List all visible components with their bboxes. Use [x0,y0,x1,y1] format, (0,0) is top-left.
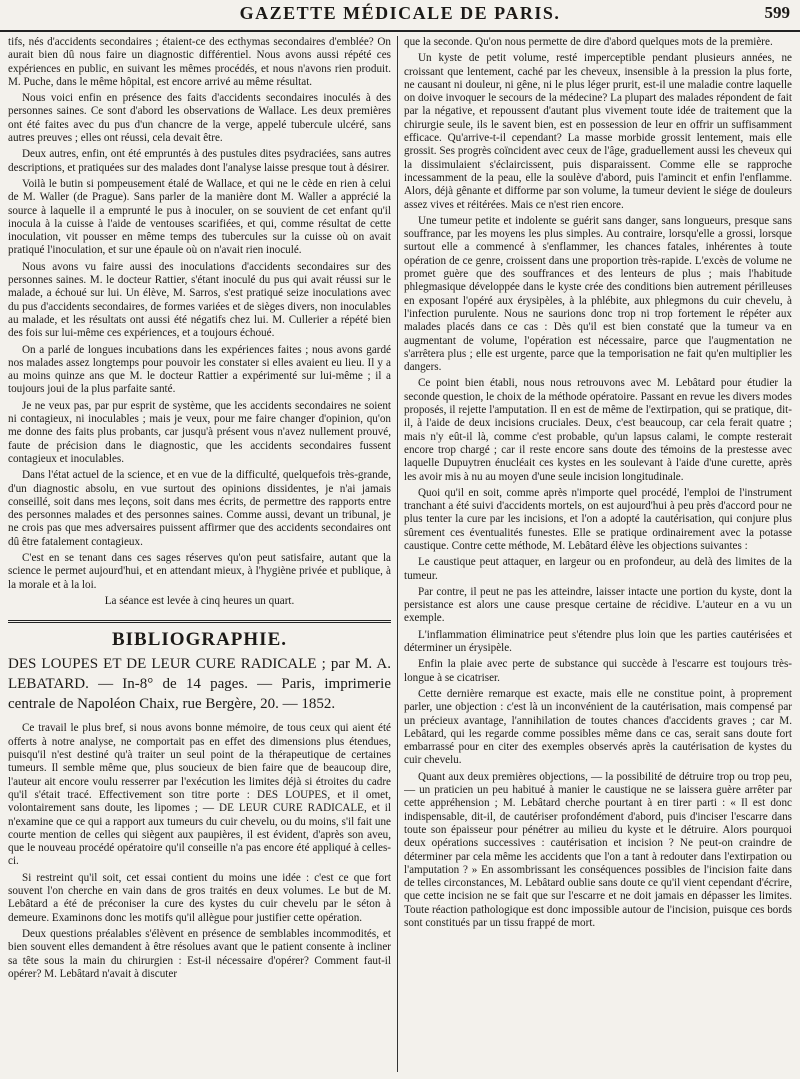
paragraph: Nous avons vu faire aussi des inoculations d'accidents secondaires sur des personnes saines. M. le docteur Rattier, s'étant inoculé du pus qui avait réussi sur le malade, a échoué sur lui. Un élève, M. Sarros, s'est pratiqué seize inoculations avec du pus d'accidents secondaires, de formes variées et de sièges divers, non inoculables au malade, et les résultats ont aussi été négatifs chez lui. M. Cullerier a répété bien des fois sur lui-même ces expériences, et a toujours échoué. [8,260,391,340]
paragraph: que la seconde. Qu'on nous permette de dire d'abord quelques mots de la première. [404,36,773,48]
left-column [8,36,391,1072]
paragraph: Deux autres, enfin, ont été empruntés à des pustules dites psydraciées, sans autres descriptions, et pratiquées sur des malades dont l'analyse laisse presque tout à désirer. [8,148,391,174]
paragraph: Ce point bien établi, nous nous retrouvons avec M. Lebâtard pour étudier la seconde question, le choix de la méthode opératoire. Passant en revue les divers modes proposés, il rejette l'amputation. Il en est de même de l'extirpation, qui se pratique, dit-il, à l'aide de deux incisions cruciales. Deux, c'est beaucoup, car cela ferait quatre ; mais n'y eût-il là, comme c'est probable, qu'un lapsus calami, le compte resterait encore trop chargé ; car il reste encore sans doute des témoins de la prestesse avec laquelle Dupuytren énucléait ces kystes en les soulevant à l'aide d'une curette, après les avoir mis à nu au moyen d'une seule incision longitudinale. [404,377,792,483]
paragraph: tifs, nés d'accidents secondaires ; étaient-ce des ecthymas secondaires d'emblée? On aurait bien dû nous faire un diagnostic différentiel. Nous avons aussi répété ces expériences en public, en suivant les mêmes procédés, et nous n'avons rien produit. M. Puche, dans le même hôpital, est encore arrivé au même résultat. [8,36,391,88]
paragraph: C'est en se tenant dans ces sages réserves qu'on peut satisfaire, autant que la science le permet aujourd'hui, et en attendant mieux, à l'hygiène privée et publique, à la morale et à la loi. [8,551,391,591]
bibliography-heading: DES LOUPES ET DE LEUR CURE RADICALE ; par M. A. LEBATARD. — In-8° de 14 pages. — Paris, imprimerie centrale de Napoléon Chaix, rue Bergère, 20. — 1852. [8,656,391,713]
paragraph: Quoi qu'il en soit, comme après n'importe quel procédé, l'emploi de l'instrument tranchant a été suivi d'accidents mortels, on est aujourd'hui à peu près d'accord pour ne plus tenter la cure par les incisions, et l'on a adopté la cautérisation, qui conjure plus sûrement ces éventualités funestes. Elle se pratique ordinairement avec la potasse caustique. Contre cette méthode, M. Lebâtard élève les objections suivantes : [404,486,792,552]
section-title: BIBLIOGRAPHIE. [111,629,287,651]
section-divider [8,620,391,623]
paragraph: On a parlé de longues incubations dans les expériences faites ; nous avons gardé nos malades assez longtemps pour pouvoir les constater si elles avaient eu lieu. Il y a au moins quinze ans que M. le docteur Rattier a expérimenté sur lui-même ; il a toujours joui de la plus parfaite santé. [8,343,391,396]
page-number: 599 [764,3,790,22]
paragraph: L'inflammation éliminatrice peut s'étendre plus loin que les parties cautérisées et déterminer un érysipèle. [404,628,792,655]
paragraph: Je ne veux pas, par pur esprit de système, que les accidents secondaires ne soient ni contagieux, ni inoculables ; mais je veux, pour me faire changer d'opinion, qu'on me donne des faits plus probants, car jusqu'à présent vous n'avez nullement prouvé, faute de précision dans le diagnostic, que les accidents secondaires fussent contagieux et inoculables. [8,399,391,465]
paragraph: Voilà le butin si pompeusement étalé de Wallace, et qui ne le cède en rien à celui de M. Waller (de Prague). Sans parler de la manière dont M. Waller a apprécié la source à laquelle il a emprunté le pus à inoculer, on se souvient de cet enfant qu'il inocula à la cuisse à l'aide de ventouses scarifiées, et qui, comme résultat de cette inoculation, vit pousser en même temps des tubercules sur la cuisse où on avait pratiqué l'inoculation, et sur une épaule où on n'avait rien inoculé. [8,177,391,257]
paragraph: Un kyste de petit volume, resté imperceptible pendant plusieurs années, ne croissant que lentement, caché par les cheveux, insensible à la pression la plus forte, ne causant ni douleur, ni gêne, ni le plus léger prurit, est-il une maladie contre laquelle on doive invoquer le secours de la médecine? La plupart des malades répondent de fait par la négative, et repoussent d'autant plus vivement toute idée de traitement que la chirurgie seule, ils le savent bien, est en possession de leur en offrir un suffisamment efficace. Qu'arrive-t-il cependant? La masse morbide grossit lentement, mais elle grossit. Ses progrès coïncident avec ceux de l'âge, graduellement aussi les cheveux qui la dissimulaient s'éclaircissent, puis disparaissent. Comme elle se rapproche incessamment de la peau, elle la soulève d'abord, puis l'amincit et enfin l'enflamme. Alors, déjà gênante et difforme par son volume, la tumeur devient le siége de douleurs assez vives et réitérées. Mais ce n'est rien encore. [404,52,792,211]
paragraph: Dans l'état actuel de la science, et en vue de la difficulté, quelquefois très-grande, d'un diagnostic absolu, en vue surtout des opinions dissidentes, je n'ai jamais conseillé, soit dans mes leçons, soit dans mes écrits, de permettre des rapports entre des personnes malades et des personnes saines. Comme aussi, devant un tribunal, je ne crois pas que mes adversaires puissent affirmer que des accidents secondaires ont dû être fatalement contagieux. [8,469,391,548]
right-column [404,36,792,1072]
journal-title: GAZETTE MÉDICALE DE PARIS. [239,3,561,23]
paragraph: Deux questions préalables s'élèvent en présence de semblables incommodités, et bien souvent elles demandent à être résolues avant que le patient consente à incliner sa tête sous la main du chirurgien : Est-il nécessaire d'opérer? Comment faut-il opérer? M. Lebâtard n'avait à discuter [8,927,391,980]
paragraph: Si restreint qu'il soit, cet essai contient du moins une idée : c'est ce que fort souvent l'on cherche en vain dans de gros traités en deux volumes. Le but de M. Lebâtard a été de préconiser la cure des kystes du cuir chevelu par le séton à demeure. Examinons donc les motifs qu'il allègue pour justifier cette opération. [8,871,391,924]
session-closing: La séance est levée à cinq heures un quart. [104,594,295,607]
paragraph: Enfin la plaie avec perte de substance qui succède à l'escarre est toujours très-longue à se cicatriser. [404,658,792,684]
paragraph: Nous voici enfin en présence des faits d'accidents secondaires inoculés à des personnes saines. Ce sont d'abord les observations de Wallace. Les deux premières ont été faites avec du pus d'un chancre de la verge, appelé tubercule ulcéré, sans autres preuves ; elles ont réussi, cela devait être. [8,92,391,145]
paragraph: Cette dernière remarque est exacte, mais elle ne constitue point, à proprement parler, une objection : c'est là un inconvénient de la cautérisation, mais compensé par un précieux avantage, l'annihilation de toutes chances d'accidents graves ; car M. Lebâtard, qui les regarde comme possibles même dans ce cas, serait sans doute fort embarrassé pour en citer des exemples observés après la cautérisation de kystes du cuir chevelu. [404,687,792,767]
paragraph: Quant aux deux premières objections, — la possibilité de détruire trop ou trop peu, — un praticien un peu habitué à manier le caustique ne se laissera guère arrêter par cette appréhension ; M. Lebâtard cherche pourtant à en tirer parti : « Il est donc indispensable, dit-il, de cautériser profondément d'abord, puis d'inciser l'escarre dans toute son épaisseur pour pénétrer au milieu du kyste et le détruire. Alors pourquoi deux opérations successives : cautérisation et incision ? Ne peut-on craindre de déterminer par cela même les accidents que l'on a tant à redouter dans l'extirpation ou l'amputation ? » En assombrissant les conséquences possibles de l'incision faite dans de telles circonstances, M. Lebâtard oublie sans doute ce qu'il vient cependant d'écrire, que cette incision ne se fait que sur l'escarre et ne doit jamais en dépasser les limites. Toute réaction pathologique est donc impossible autour de l'incision, puisque ces bords sont constitués par un tissu frappé de mort. [404,770,792,929]
page-header [0,0,800,32]
paragraph: Une tumeur petite et indolente se guérit sans danger, sans longueurs, presque sans souffrance, par les moyens les plus simples. Au contraire, lorsqu'elle a grossi, lorsque surtout elle a commencé à s'enflammer, les chances fatales, inhérentes à toute opération de ce genre, croissent dans une proportion très-rapide. L'excès de volume ne promet guère que des souffrances et des lenteurs de plus ; mais l'habitude phlegmasique développée dans le kyste crée des conditions bien autrement périlleuses en exposant l'opéré aux érysipèles, à la phlébite, aux phlegmons du cuir chevelu, à l'infection purulente. Nous ne saurions donc trop ni trop fortement le répéter aux malades placés dans ce cas : Dès qu'il est bien constaté que la tumeur va en augmentant de volume, l'opération est nécessaire, parce que l'augmentation ne s'arrêtera plus ; elle est urgente, parce que la temporisation ne fait qu'en multiplier les dangers. [404,214,792,374]
paragraph: Ce travail le plus bref, si nous avons bonne mémoire, de tous ceux qui aient été offerts à notre analyse, ne comportait pas en effet des dimensions plus étendues, puisqu'il n'est destiné qu'à traiter un seul point de la thérapeutique de certaines tumeurs. Il semble même que, plus soucieux de bien faire que de beaucoup dire, l'auteur ait encore voulu resserrer par l'exécution les limites déjà si étroites du cadre qu'il s'était tracé. Effectivement son titre porte : DES LOUPES, et il omet, volontairement sans doute, les lipomes ; — DE LEUR CURE RADICALE, et il n'examine que ce qui a rapport aux tumeurs du cuir chevelu, ou du moins, s'il fait une courte mention de celles qui siègent aux paupières, il est évident, d'après son aveu, que le nouveau procédé opératoire qu'il conseille n'a pas encore été appliqué à celles-ci. [8,722,391,868]
paragraph: Par contre, il peut ne pas les atteindre, laisser intacte une portion du kyste, dont la persistance est alors une cause presque certaine de récidive. L'auteur en a vu un exemple. [404,585,792,625]
paragraph: Le caustique peut attaquer, en largeur ou en profondeur, au delà des limites de la tumeur. [404,556,792,582]
column-divider [397,36,398,1072]
